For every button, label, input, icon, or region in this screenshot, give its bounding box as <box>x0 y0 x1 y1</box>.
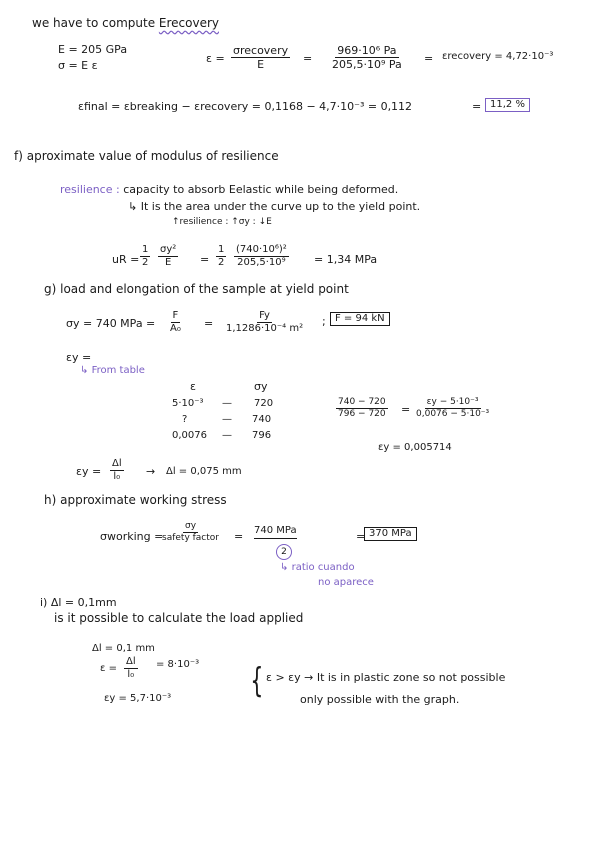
final-strain-line: εfinal = εbreaking − εrecovery = 0,1168 − 4,7·10⁻³ = 0,112 <box>78 100 413 113</box>
yield-force-fraction <box>224 311 305 334</box>
from-table-text: From table <box>91 365 145 376</box>
bullet-arrow-icon: ↳ <box>128 200 138 213</box>
strain-fraction <box>124 657 138 680</box>
strain-fraction <box>231 45 290 70</box>
strain-value: = 8·10⁻³ <box>156 659 200 670</box>
interpolation-stress-numerator: 740 − 720 <box>338 397 386 407</box>
table-cell: 5·10⁻³ <box>172 398 204 409</box>
yield-energy-fraction <box>158 245 178 268</box>
conclusion-line1: ε > εy → It is in plastic zone so not possible <box>266 671 506 684</box>
resilience-result: = 1,34 MPa <box>314 253 378 266</box>
elongation-result: Δl = 0,075 mm <box>166 466 242 477</box>
final-strain-answer-box: 11,2 % <box>485 98 530 112</box>
resilience-definition <box>60 184 398 195</box>
table-cell: 0,0076 <box>172 430 207 441</box>
yield-strain-lhs: εy = <box>66 351 92 364</box>
equals-sign: = <box>234 530 244 543</box>
bullet-arrow-icon: ↳ <box>80 365 89 376</box>
implies-arrow-icon: → <box>146 465 156 478</box>
yield-energy-denominator: E <box>164 257 172 268</box>
resilience-value-numerator: (740·10⁶)² <box>236 244 287 255</box>
resilience-proportionality: ↑resilience : ↑σy : ↓E <box>172 217 272 227</box>
resilience-formula-lhs: uR = <box>112 253 140 266</box>
interpolation-stress-fraction <box>336 398 388 419</box>
yield-stress-lhs: σy = 740 MPa = <box>66 317 156 330</box>
table-cell: 720 <box>254 398 274 409</box>
working-stress-fraction <box>160 522 221 543</box>
ratio-note-text: ratio cuando <box>291 562 355 573</box>
equals-sign: = <box>401 403 411 416</box>
resilience-term: resilience : <box>60 183 120 196</box>
given-modulus: E = 205 GPa <box>58 43 128 56</box>
half-denominator: 2 <box>142 257 149 268</box>
strain-denominator: l₀ <box>127 669 135 680</box>
force-area-fraction <box>168 311 183 334</box>
half-numerator: 1 <box>142 244 149 255</box>
table-cell: — <box>222 430 232 441</box>
strain-numerator: Δl <box>126 656 136 667</box>
section-f-heading: f) aproximate value of modulus of resilience <box>14 149 279 163</box>
elongation-fraction <box>110 459 124 482</box>
table-cell: 740 <box>252 414 272 425</box>
safety-factor-circled: 2 <box>276 544 292 560</box>
strain-lhs: ε = <box>206 52 225 65</box>
working-stress-denominator: safety factor <box>162 533 219 543</box>
section-i-question: is it possible to calculate the load applied <box>54 611 304 625</box>
intro-line <box>32 17 219 29</box>
working-stress-value: 740 MPa <box>254 526 297 539</box>
interpolation-strain-denominator: 0,0076 − 5·10⁻³ <box>416 409 490 419</box>
recovery-strain-result: εrecovery = 4,72·10⁻³ <box>442 51 554 62</box>
table-cell: — <box>222 414 232 425</box>
resilience-value-denominator: 205,5·10⁹ <box>237 257 286 268</box>
working-stress-lhs: σworking = <box>100 530 164 543</box>
interpolation-stress-denominator: 796 − 720 <box>338 409 386 419</box>
yield-force-answer-box: F = 94 kN <box>330 312 390 326</box>
yield-force-numerator: Fy <box>259 310 270 321</box>
strain-value-numerator: 969·10⁶ Pa <box>337 44 397 57</box>
strain-denominator: E <box>257 58 265 71</box>
equals-sign: = <box>200 253 210 266</box>
hooke-law: σ = E ε <box>58 59 98 72</box>
equals-sign: = <box>204 317 214 330</box>
intro-text: we have to compute <box>32 16 159 30</box>
intro-underlined-term: Erecovery <box>158 16 219 30</box>
strain-value-fraction <box>330 45 404 70</box>
working-stress-numerator: σy <box>184 521 197 531</box>
from-table-note <box>80 366 145 376</box>
yield-energy-numerator: σy² <box>160 244 177 255</box>
equals-sign: = <box>356 530 366 543</box>
equals-sign: = <box>424 52 434 65</box>
ratio-note-line1 <box>280 563 355 573</box>
half-numerator: 1 <box>218 244 225 255</box>
equals-sign: = <box>303 52 313 65</box>
strain-numerator: σrecovery <box>233 44 289 57</box>
half-denominator: 2 <box>218 257 225 268</box>
half-fraction <box>216 245 226 268</box>
resilience-value-fraction <box>234 245 289 268</box>
working-stress-answer-box: 370 MPa <box>364 527 417 541</box>
table-cell: — <box>222 398 232 409</box>
section-h-heading: h) approximate working stress <box>44 493 227 507</box>
force-area-denominator: A₀ <box>170 323 181 334</box>
resilience-bullet-text: It is the area under the curve up to the yield point. <box>140 200 421 213</box>
table-header-stress: σy <box>254 380 268 393</box>
elongation-lhs: εy = <box>76 465 102 478</box>
curly-brace-icon: { <box>250 661 264 701</box>
section-g-heading: g) load and elongation of the sample at yield point <box>44 282 349 296</box>
resilience-bullet <box>128 201 420 212</box>
strain-lhs: ε = <box>100 663 117 674</box>
table-cell: ? <box>182 414 188 425</box>
ratio-note-line2: no aparece <box>318 577 374 588</box>
strain-value-denominator: 205,5·10⁹ Pa <box>332 58 402 71</box>
section-i-heading: i) Δl = 0,1mm <box>40 596 117 609</box>
yield-strain-result: εy = 0,005714 <box>378 442 452 453</box>
interpolation-strain-fraction <box>414 398 491 419</box>
interpolation-strain-numerator: εy − 5·10⁻³ <box>426 397 479 407</box>
equals-sign: = <box>472 100 482 113</box>
elongation-numerator: Δl <box>112 458 122 469</box>
bullet-arrow-icon: ↳ <box>280 562 289 573</box>
resilience-definition-text: capacity to absorb Eelastic while being deformed. <box>123 183 399 196</box>
yield-strain-value: εy = 5,7·10⁻³ <box>104 693 172 704</box>
force-area-numerator: F <box>172 310 179 321</box>
table-header-strain: ε <box>190 380 196 393</box>
given-elongation: Δl = 0,1 mm <box>92 643 155 654</box>
conclusion-line2: only possible with the graph. <box>300 693 460 706</box>
separator: ; <box>322 315 326 328</box>
table-cell: 796 <box>252 430 272 441</box>
elongation-denominator: l₀ <box>113 471 121 482</box>
half-fraction <box>140 245 150 268</box>
yield-force-denominator: 1,1286·10⁻⁴ m² <box>226 323 304 334</box>
